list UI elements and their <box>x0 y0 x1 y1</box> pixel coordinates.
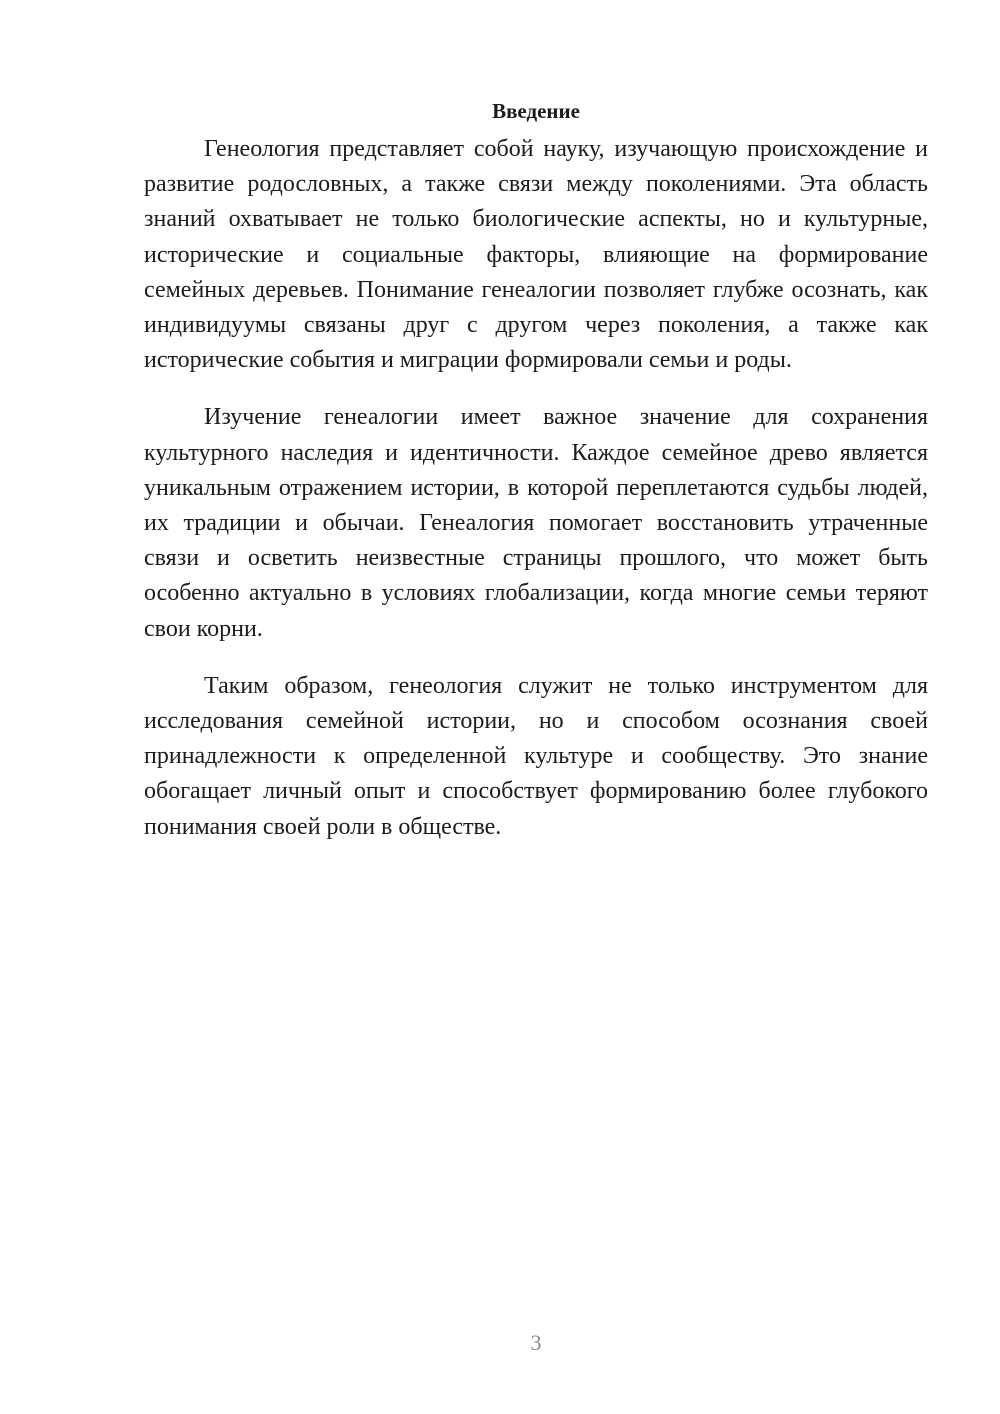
paragraph-2: Изучение генеалогии имеет важное значение для сохранения культурного наследия и идентичности. Каждое семейное древо является уникальным отражением истории, в которой переплетаются судьбы людей, их традиции и обычаи. Генеалогия помогает восстановить утраченные связи и осветить неизвестные страницы прошлого, что может быть особенно актуально в условиях глобализации, когда многие семьи теряют свои корни. <box>144 404 928 642</box>
section-title: Введение <box>492 99 580 123</box>
page-number: 3 <box>530 1330 542 1355</box>
page-content <box>144 94 928 867</box>
paragraph-1: Генеология представляет собой науку, изучающую происхождение и развитие родословных, а также связи между поколениями. Эта область знаний охватывает не только биологические аспекты, но и культурные, исторические и социальные факторы, влияющие на формирование семейных деревьев. Понимание генеалогии позволяет глубже осознать, как индивидуумы связаны друг с другом через поколения, а также как исторические события и миграции формировали семьи и роды. <box>144 136 928 374</box>
paragraph-3: Таким образом, генеология служит не только инструментом для исследования семейной истории, но и способом осознания своей принадлежности к определенной культуре и сообществу. Это знание обогащает личный опыт и способствует формированию более глубокого понимания своей роли в обществе. <box>144 672 928 840</box>
